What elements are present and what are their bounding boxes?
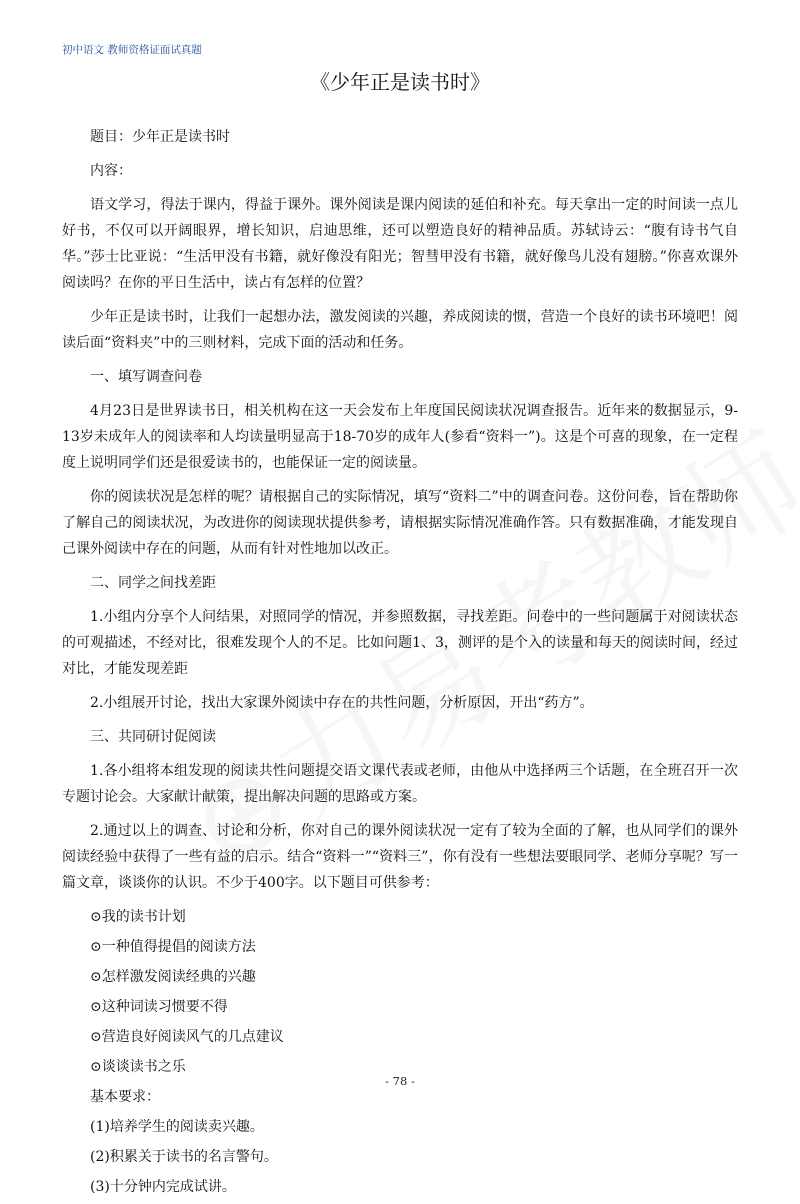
document-body (62, 124, 738, 1204)
topic-option: ⊙我的读书计划 (90, 909, 186, 925)
section-heading: 一、填写调查问卷 (90, 369, 202, 385)
body-paragraph: 1.各小组将本组发现的阅读共性问题提交语文课代表或老师，由他从中选择两三个话题，在全班召开一次专题讨论会。大家献计献策，提出解决问题的思路或方案。 (62, 763, 738, 805)
body-paragraph: 4月23日是世界读书日，相关机构在这一天会发布上年度国民阅读状况调查报告。近年来的数据显示，9-13岁未成年人的阅读率和人均读量明显高于18-70岁的成年人(参看“资料一”)。这是个可喜的现象，在一定程度上说明同学们还是很爱读书的，也能保证一定的阅读量。 (62, 403, 738, 471)
topic-option: ⊙一种值得提倡的阅读方法 (90, 939, 256, 955)
requirement-item: (1)培养学生的阅读卖兴趣。 (90, 1119, 264, 1135)
section-heading: 二、同学之间找差距 (90, 575, 216, 591)
page-header: 初中语文 教师资格证面试真题 (62, 44, 202, 56)
topic-option: ⊙怎样激发阅读经典的兴趣 (90, 969, 256, 985)
content-label: 内容： (90, 163, 132, 179)
topic-option: ⊙营造良好阅读风气的几点建议 (90, 1029, 284, 1045)
body-paragraph: 2.小组展开讨论，找出大家课外阅读中存在的共性问题，分析原因，开出“药方”。 (90, 695, 594, 711)
topic-line: 题目：少年正是读书时 (90, 129, 230, 145)
section-heading: 三、共同研讨促阅读 (90, 729, 216, 745)
body-paragraph: 你的阅读状况是怎样的呢？请根据自己的实际情况，填写“资料二”中的调查问卷。这份问卷，旨在帮助你了解自己的阅读状况，为改进你的阅读现状提供参考，请根据实际情况准确作答。只有数据准确，才能发现自己课外阅读中存在的问题，从而有针对性地加以改正。 (62, 489, 738, 557)
intro-paragraph: 语文学习，得法于课内，得益于课外。课外阅读是课内阅读的延伯和补充。每天拿出一定的时间读一点儿好书，不仅可以开阔眼界，增长知识，启迪思维，还可以塑造良好的精神品质。苏轼诗云：“腹有诗书气自华。”莎士比亚说：“生活甲没有书籍，就好像没有阳光；智彗甲没有书籍，就好像鸟儿没有翅膀。”你喜欢课外阅读吗？在你的平日生活中，读占有怎样的位置？ (62, 197, 738, 291)
body-paragraph: 1.小组内分享个人问结果，对照同学的情况，并参照数据，寻找差距。问卷中的一些问题属于对阅读状态的可观描述，不经对比，很难发现个人的不足。比如问题1、3，测评的是个入的读量和每天的阅读时间，经过对比，才能发现差距 (62, 609, 738, 677)
topic-option: ⊙这种词读习惯要不得 (90, 999, 228, 1015)
requirement-item: (2)积累关于读书的名言警句。 (90, 1149, 278, 1165)
body-paragraph: 2.通过以上的调查、讨论和分析，你对自己的课外阅读状况一定有了较为全面的了解，也从同学们的课外阅读经验中获得了一些有益的启示。结合“资料一”“资料三”，你有没有一些想法要眼同学、老师分享呢？写一篇文章，谈谈你的认识。不少于400字。以下题目可供参考： (62, 823, 738, 891)
page-number: - 78 - (385, 1074, 415, 1088)
document-title: 《少年正是读书时》 (310, 70, 490, 94)
requirement-item: (3)十分钟内完成试讲。 (90, 1179, 236, 1195)
requirements-label: 基本要求： (90, 1089, 160, 1105)
topic-option: ⊙谈谈读书之乐 (90, 1059, 186, 1075)
intro-paragraph: 少年正是读书时，让我们一起想办法，激发阅读的兴趣，养成阅读的惯，营造一个良好的读书环境吧！阅读后面“资料夹”中的三则材料，完成下面的活动和任务。 (62, 309, 738, 351)
